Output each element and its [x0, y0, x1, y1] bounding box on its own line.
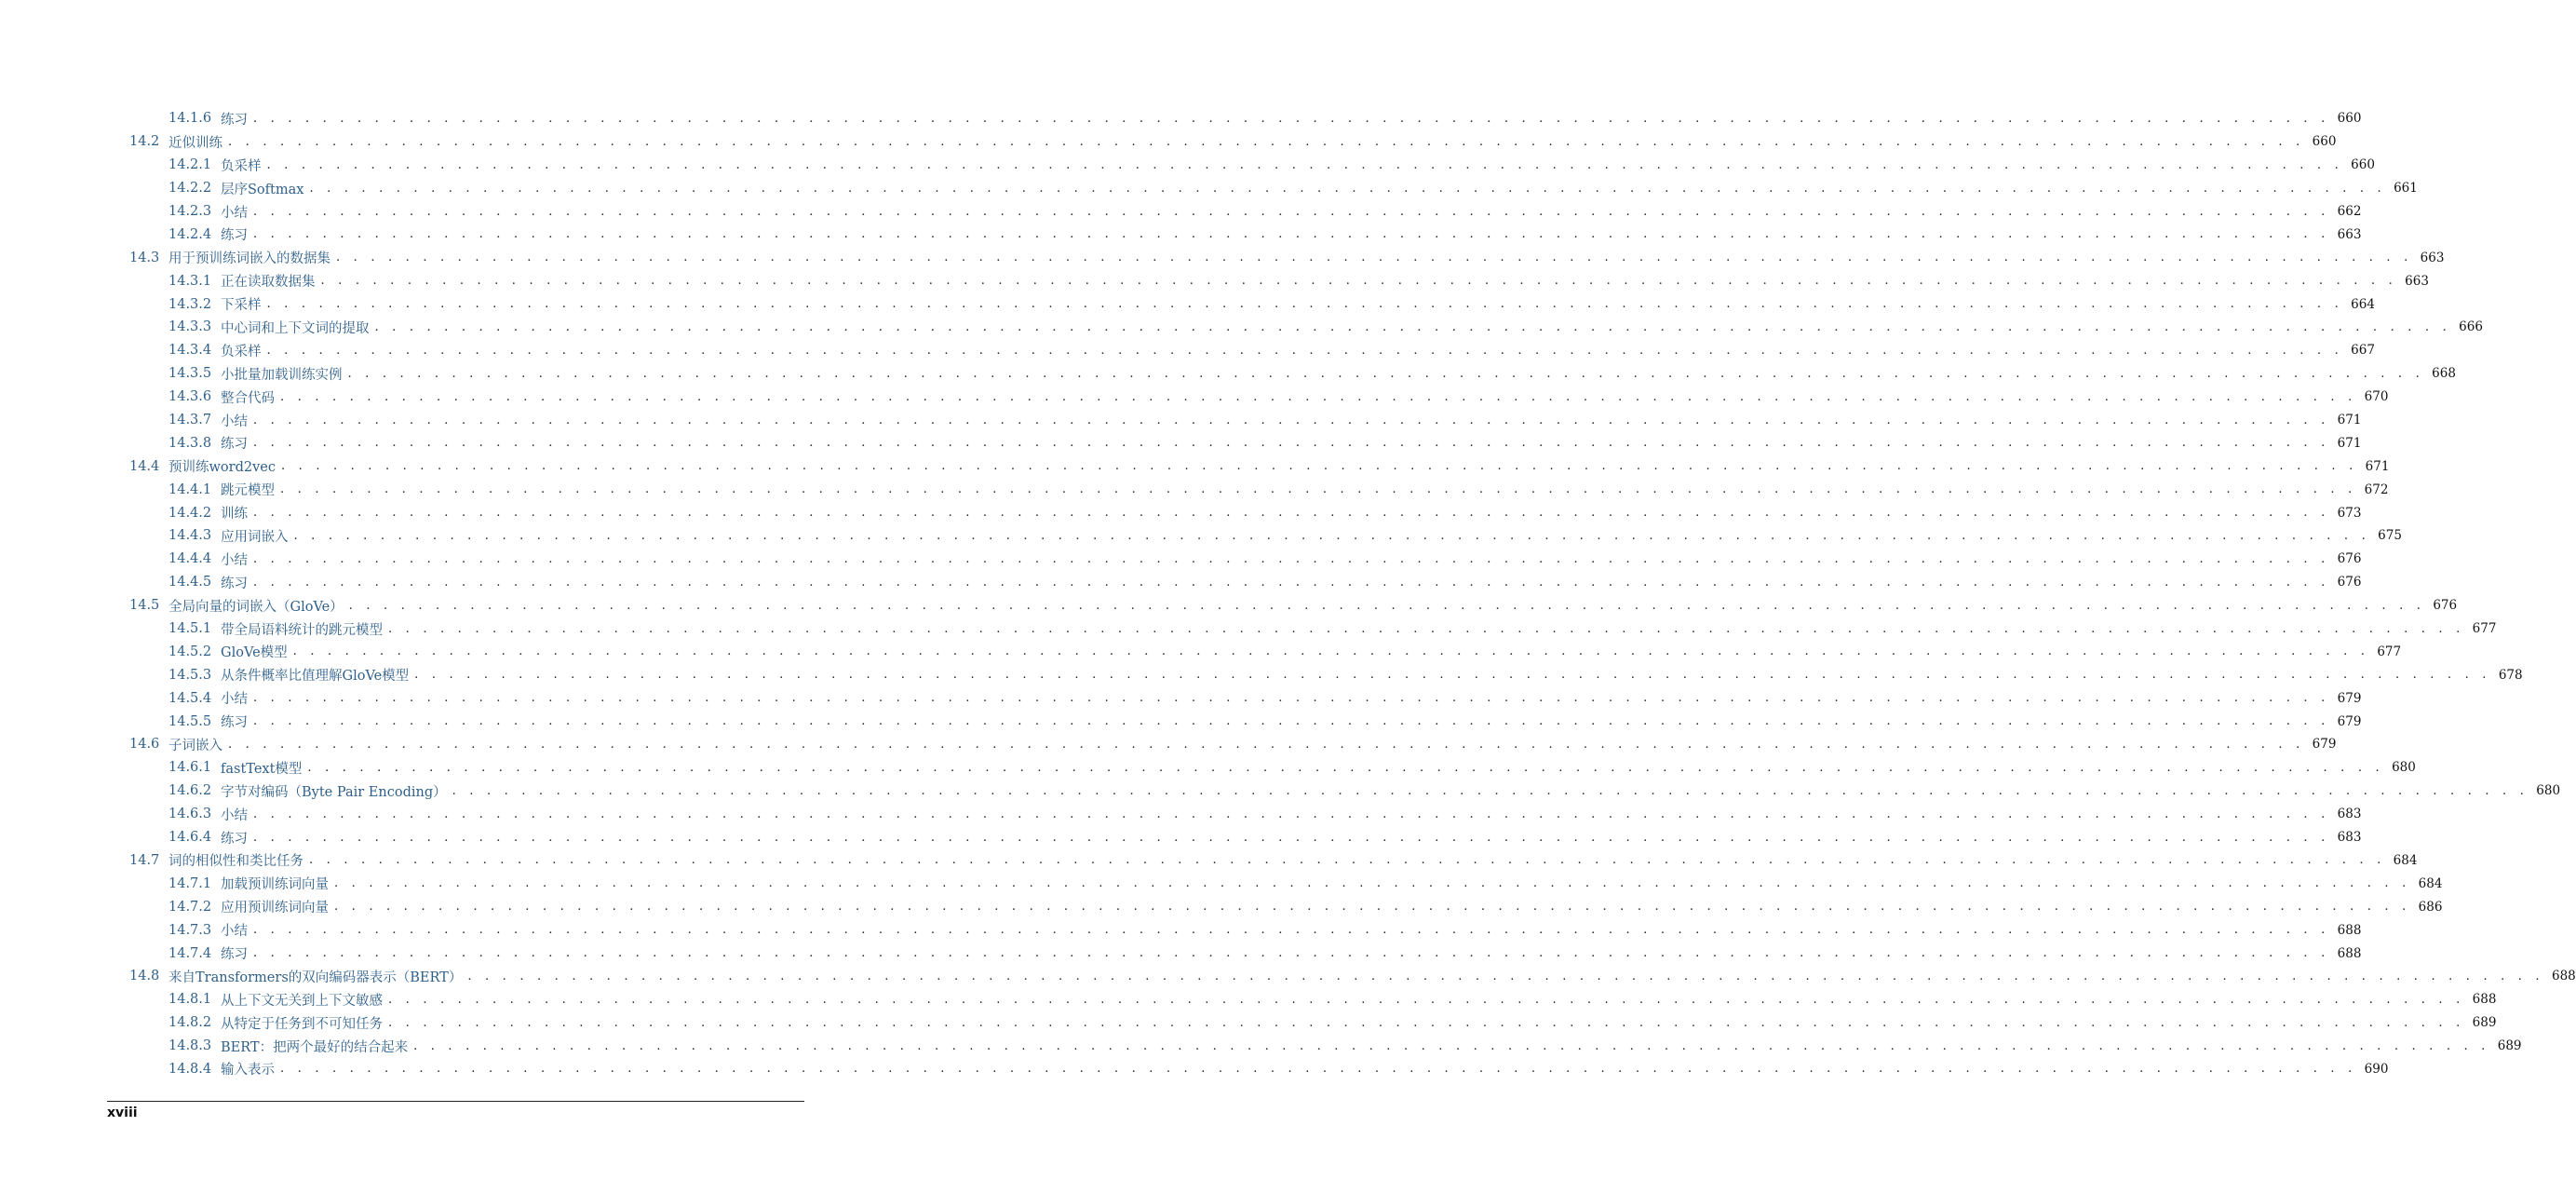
toc-dot-leader: . . . . . . . . . . . . . . . . . . . . . . . . . . . . . . . . . . . . . . . . . . . . . . . . . . . . . . . . . . . . . . . . . . . . . . . . . . . . . . . . . . . . . . . . . . . . . . . . . . . . . . . . . . . . . . . . . . . . . . . .	[334, 900, 2411, 915]
toc-entry-number: 14.5.5	[169, 713, 212, 729]
toc-subsection-entry[interactable]	[129, 918, 2362, 942]
toc-entry-page: 671	[2337, 435, 2362, 451]
toc-subsection-entry[interactable]	[129, 362, 2456, 386]
toc-dot-leader: . . . . . . . . . . . . . . . . . . . . . . . . . . . . . . . . . . . . . . . . . . . . . . . . . . . . . . . . . . . . . . . . . . . . . . . . . . . . . . . . . . . . . . . . . . . . . . . . . . . . . . . . . . . . . . . . . . . . . . . .	[320, 274, 2397, 289]
toc-dot-leader: . . . . . . . . . . . . . . . . . . . . . . . . . . . . . . . . . . . . . . . . . . . . . . . . . . . . . . . . . . . . . . . . . . . . . . . . . . . . . . . . . . . . . . . . . . . . . . . . . . . . . . . . . . . . . . . . . . . . . . . .	[280, 482, 2357, 497]
toc-entry-page: 683	[2337, 830, 2362, 846]
toc-entry-title: 预训练word2vec	[169, 460, 276, 476]
toc-dot-leader: . . . . . . . . . . . . . . . . . . . . . . . . . . . . . . . . . . . . . . . . . . . . . . . . . . . . . . . . . . . . . . . . . . . . . . . . . . . . . . . . . . . . . . . . . . . . . . . . . . . . . . . . . . . . . . . . . . . . . . . .	[414, 668, 2491, 683]
toc-entry-number: 14.3.7	[169, 413, 212, 428]
toc-entry-number: 14.2	[129, 134, 160, 150]
toc-entry-title: 小结	[221, 924, 248, 940]
toc-entry-title: 加载预训练词向量	[221, 877, 329, 893]
toc-subsection-entry[interactable]	[129, 1011, 2497, 1035]
toc-entry-page: 688	[2552, 969, 2576, 984]
toc-subsection-entry[interactable]	[129, 154, 2375, 177]
toc-entry-number: 14.5.4	[169, 690, 212, 706]
toc-dot-leader: . . . . . . . . . . . . . . . . . . . . . . . . . . . . . . . . . . . . . . . . . . . . . . . . . . . . . . . . . . . . . . . . . . . . . . . . . . . . . . . . . . . . . . . . . . . . . . . . . . . . . . . . . . . . . . . . . . . . . . . .	[280, 1062, 2357, 1077]
toc-section-entry[interactable]	[129, 246, 2445, 269]
toc-entry-page: 684	[2393, 852, 2418, 868]
toc-subsection-entry[interactable]	[129, 663, 2523, 686]
toc-section-entry[interactable]	[129, 849, 2418, 873]
toc-dot-leader: . . . . . . . . . . . . . . . . . . . . . . . . . . . . . . . . . . . . . . . . . . . . . . . . . . . . . . . . . . . . . . . . . . . . . . . . . . . . . . . . . . . . . . . . . . . . . . . . . . . . . . . . . . . . . . . . . . . . . . . .	[388, 1015, 2465, 1030]
toc-entry-page: 670	[2364, 389, 2389, 405]
toc-entry-title: 负采样	[221, 158, 262, 174]
toc-entry-title: 练习	[221, 437, 248, 453]
toc-entry-number: 14.3.4	[169, 343, 212, 359]
toc-dot-leader: . . . . . . . . . . . . . . . . . . . . . . . . . . . . . . . . . . . . . . . . . . . . . . . . . . . . . . . . . . . . . . . . . . . . . . . . . . . . . . . . . . . . . . . . . . . . . . . . . . . . . . . . . . . . . . . . . . . . . . . .	[228, 737, 2305, 752]
toc-entry-number: 14.5.2	[169, 644, 212, 659]
toc-entry-number: 14.2.2	[169, 181, 212, 197]
toc-entry-number: 14.5.1	[169, 621, 212, 637]
toc-dot-leader: . . . . . . . . . . . . . . . . . . . . . . . . . . . . . . . . . . . . . . . . . . . . . . . . . . . . . . . . . . . . . . . . . . . . . . . . . . . . . . . . . . . . . . . . . . . . . . . . . . . . . . . . . . . . . . . . . . . . . . . .	[253, 946, 2330, 960]
toc-entry-title: 应用预训练词向量	[221, 901, 329, 916]
toc-entry-page: 663	[2420, 250, 2445, 265]
toc-entry-title: 从特定于任务到不可知任务	[221, 1016, 383, 1032]
toc-dot-leader: . . . . . . . . . . . . . . . . . . . . . . . . . . . . . . . . . . . . . . . . . . . . . . . . . . . . . . . . . . . . . . . . . . . . . . . . . . . . . . . . . . . . . . . . . . . . . . . . . . . . . . . . . . . . . . . . . . . . . . . .	[280, 389, 2357, 404]
toc-entry-title: 字节对编码（Byte Pair Encoding）	[221, 784, 447, 800]
toc-dot-leader: . . . . . . . . . . . . . . . . . . . . . . . . . . . . . . . . . . . . . . . . . . . . . . . . . . . . . . . . . . . . . . . . . . . . . . . . . . . . . . . . . . . . . . . . . . . . . . . . . . . . . . . . . . . . . . . . . . . . . . . .	[266, 157, 2343, 172]
toc-entry-title: BERT：把两个最好的结合起来	[221, 1039, 409, 1055]
toc-entry-title: 应用词嵌入	[221, 529, 289, 545]
toc-entry-page: 661	[2394, 181, 2418, 197]
toc-dot-leader: . . . . . . . . . . . . . . . . . . . . . . . . . . . . . . . . . . . . . . . . . . . . . . . . . . . . . . . . . . . . . . . . . . . . . . . . . . . . . . . . . . . . . . . . . . . . . . . . . . . . . . . . . . . . . . . . . . . . . . . .	[266, 297, 2343, 312]
toc-subsection-entry[interactable]	[129, 409, 2362, 432]
toc-entry-number: 14.8.3	[169, 1038, 212, 1054]
toc-dot-leader: . . . . . . . . . . . . . . . . . . . . . . . . . . . . . . . . . . . . . . . . . . . . . . . . . . . . . . . . . . . . . . . . . . . . . . . . . . . . . . . . . . . . . . . . . . . . . . . . . . . . . . . . . . . . . . . . . . . . . . . .	[253, 551, 2330, 566]
toc-entry-title: 整合代码	[221, 390, 275, 406]
toc-dot-leader: . . . . . . . . . . . . . . . . . . . . . . . . . . . . . . . . . . . . . . . . . . . . . . . . . . . . . . . . . . . . . . . . . . . . . . . . . . . . . . . . . . . . . . . . . . . . . . . . . . . . . . . . . . . . . . . . . . . . . . . .	[253, 575, 2330, 590]
toc-entry-page: 678	[2498, 667, 2523, 683]
toc-dot-leader: . . . . . . . . . . . . . . . . . . . . . . . . . . . . . . . . . . . . . . . . . . . . . . . . . . . . . . . . . . . . . . . . . . . . . . . . . . . . . . . . . . . . . . . . . . . . . . . . . . . . . . . . . . . . . . . . . . . . . . . .	[336, 251, 2413, 265]
toc-entry-page: 660	[2337, 111, 2362, 127]
toc-subsection-entry[interactable]	[129, 826, 2362, 849]
toc-entry-number: 14.3.2	[169, 296, 212, 312]
toc-subsection-entry[interactable]	[129, 780, 2561, 803]
toc-entry-number: 14.4.3	[169, 528, 212, 544]
toc-subsection-entry[interactable]	[129, 942, 2362, 965]
toc-subsection-entry[interactable]	[129, 571, 2362, 594]
toc-entry-page: 664	[2351, 296, 2375, 312]
toc-entry-title: 用于预训练词嵌入的数据集	[169, 251, 330, 267]
toc-entry-page: 688	[2472, 992, 2497, 1008]
toc-dot-leader: . . . . . . . . . . . . . . . . . . . . . . . . . . . . . . . . . . . . . . . . . . . . . . . . . . . . . . . . . . . . . . . . . . . . . . . . . . . . . . . . . . . . . . . . . . . . . . . . . . . . . . . . . . . . . . . . . . . . . . . .	[253, 923, 2330, 938]
toc-entry-number: 14.4.5	[169, 575, 212, 590]
toc-entry-page: 690	[2364, 1061, 2389, 1077]
toc-entry-page: 689	[2472, 1015, 2497, 1031]
toc-entry-title: 从上下文无关到上下文敏感	[221, 993, 383, 1009]
toc-entry-number: 14.6.1	[169, 760, 212, 776]
toc-dot-leader: . . . . . . . . . . . . . . . . . . . . . . . . . . . . . . . . . . . . . . . . . . . . . . . . . . . . . . . . . . . . . . . . . . . . . . . . . . . . . . . . . . . . . . . . . . . . . . . . . . . . . . . . . . . . . . . . . . . . . . . .	[253, 227, 2330, 242]
toc-entry-number: 14.3	[129, 250, 160, 265]
toc-dot-leader: . . . . . . . . . . . . . . . . . . . . . . . . . . . . . . . . . . . . . . . . . . . . . . . . . . . . . . . . . . . . . . . . . . . . . . . . . . . . . . . . . . . . . . . . . . . . . . . . . . . . . . . . . . . . . . . . . . . . . . . .	[309, 181, 2386, 196]
toc-dot-leader: . . . . . . . . . . . . . . . . . . . . . . . . . . . . . . . . . . . . . . . . . . . . . . . . . . . . . . . . . . . . . . . . . . . . . . . . . . . . . . . . . . . . . . . . . . . . . . . . . . . . . . . . . . . . . . . . . . . . . . . .	[228, 134, 2305, 149]
toc-subsection-entry[interactable]	[129, 710, 2362, 733]
toc-dot-leader: . . . . . . . . . . . . . . . . . . . . . . . . . . . . . . . . . . . . . . . . . . . . . . . . . . . . . . . . . . . . . . . . . . . . . . . . . . . . . . . . . . . . . . . . . . . . . . . . . . . . . . . . . . . . . . . . . . . . . . . .	[452, 783, 2529, 798]
table-of-contents	[129, 107, 2576, 1080]
toc-entry-number: 14.6.3	[169, 807, 212, 822]
toc-entry-title: 小批量加载训练实例	[221, 367, 343, 383]
toc-entry-title: 层序Softmax	[221, 182, 304, 197]
toc-dot-leader: . . . . . . . . . . . . . . . . . . . . . . . . . . . . . . . . . . . . . . . . . . . . . . . . . . . . . . . . . . . . . . . . . . . . . . . . . . . . . . . . . . . . . . . . . . . . . . . . . . . . . . . . . . . . . . . . . . . . . . . .	[253, 830, 2330, 845]
toc-entry-page: 686	[2418, 899, 2443, 915]
toc-section-entry[interactable]	[129, 965, 2576, 988]
toc-entry-number: 14.8	[129, 969, 160, 984]
toc-entry-title: 练习	[221, 576, 248, 591]
toc-entry-title: 词的相似性和类比任务	[169, 854, 303, 870]
toc-dot-leader: . . . . . . . . . . . . . . . . . . . . . . . . . . . . . . . . . . . . . . . . . . . . . . . . . . . . . . . . . . . . . . . . . . . . . . . . . . . . . . . . . . . . . . . . . . . . . . . . . . . . . . . . . . . . . . . . . . . . . . . .	[253, 807, 2330, 821]
toc-entry-number: 14.7.2	[169, 899, 212, 915]
toc-entry-page: 676	[2337, 551, 2362, 567]
toc-dot-leader: . . . . . . . . . . . . . . . . . . . . . . . . . . . . . . . . . . . . . . . . . . . . . . . . . . . . . . . . . . . . . . . . . . . . . . . . . . . . . . . . . . . . . . . . . . . . . . . . . . . . . . . . . . . . . . . . . . . . . . . .	[292, 644, 2370, 659]
toc-dot-leader: . . . . . . . . . . . . . . . . . . . . . . . . . . . . . . . . . . . . . . . . . . . . . . . . . . . . . . . . . . . . . . . . . . . . . . . . . . . . . . . . . . . . . . . . . . . . . . . . . . . . . . . . . . . . . . . . . . . . . . . .	[307, 760, 2384, 775]
toc-dot-leader: . . . . . . . . . . . . . . . . . . . . . . . . . . . . . . . . . . . . . . . . . . . . . . . . . . . . . . . . . . . . . . . . . . . . . . . . . . . . . . . . . . . . . . . . . . . . . . . . . . . . . . . . . . . . . . . . . . . . . . . .	[280, 459, 2358, 474]
toc-entry-page: 676	[2433, 598, 2458, 614]
toc-entry-page: 673	[2337, 505, 2362, 521]
toc-subsection-entry[interactable]	[129, 1035, 2522, 1058]
toc-entry-page: 672	[2364, 481, 2389, 497]
toc-entry-page: 660	[2351, 157, 2375, 173]
toc-entry-title: 正在读取数据集	[221, 275, 316, 291]
toc-dot-leader: . . . . . . . . . . . . . . . . . . . . . . . . . . . . . . . . . . . . . . . . . . . . . . . . . . . . . . . . . . . . . . . . . . . . . . . . . . . . . . . . . . . . . . . . . . . . . . . . . . . . . . . . . . . . . . . . . . . . . . . .	[388, 992, 2465, 1007]
toc-entry-number: 14.3.6	[169, 389, 212, 405]
toc-entry-page: 668	[2432, 366, 2456, 382]
toc-entry-page: 679	[2337, 690, 2362, 706]
toc-entry-title: 练习	[221, 831, 248, 847]
toc-entry-title: 训练	[221, 507, 248, 522]
toc-subsection-entry[interactable]	[129, 872, 2443, 895]
toc-subsection-entry[interactable]	[129, 548, 2362, 571]
toc-entry-page: 679	[2337, 713, 2362, 729]
toc-entry-number: 14.2.4	[169, 226, 212, 242]
toc-subsection-entry[interactable]	[129, 988, 2497, 1011]
toc-entry-number: 14.7.1	[169, 875, 212, 891]
toc-entry-number: 14.6.2	[169, 783, 212, 799]
toc-entry-number: 14.1.6	[169, 111, 212, 127]
toc-entry-number: 14.4.4	[169, 551, 212, 567]
toc-subsection-entry[interactable]	[129, 269, 2429, 292]
toc-entry-title: 中心词和上下文词的提取	[221, 320, 370, 336]
page-number: xviii	[107, 1105, 138, 1120]
toc-subsection-entry[interactable]	[129, 386, 2389, 409]
toc-dot-leader: . . . . . . . . . . . . . . . . . . . . . . . . . . . . . . . . . . . . . . . . . . . . . . . . . . . . . . . . . . . . . . . . . . . . . . . . . . . . . . . . . . . . . . . . . . . . . . . . . . . . . . . . . . . . . . . . . . . . . . . .	[253, 413, 2330, 427]
toc-section-entry[interactable]	[129, 130, 2337, 154]
toc-entry-title: 练习	[221, 715, 248, 731]
toc-entry-title: 近似训练	[169, 135, 223, 151]
toc-entry-page: 663	[2405, 273, 2429, 289]
toc-entry-page: 662	[2337, 204, 2362, 219]
toc-subsection-entry[interactable]	[129, 292, 2375, 316]
toc-subsection-entry[interactable]	[129, 107, 2362, 130]
toc-entry-number: 14.6.4	[169, 830, 212, 846]
toc-entry-page: 684	[2418, 875, 2443, 891]
toc-entry-number: 14.5	[129, 598, 160, 614]
toc-entry-page: 671	[2337, 413, 2362, 428]
toc-entry-title: 带全局语料统计的跳元模型	[221, 622, 383, 638]
toc-subsection-entry[interactable]	[129, 200, 2362, 224]
toc-entry-page: 680	[2392, 760, 2416, 776]
toc-subsection-entry[interactable]	[129, 756, 2416, 780]
toc-entry-title: 练习	[221, 947, 248, 962]
toc-entry-page: 667	[2351, 343, 2375, 359]
toc-dot-leader: . . . . . . . . . . . . . . . . . . . . . . . . . . . . . . . . . . . . . . . . . . . . . . . . . . . . . . . . . . . . . . . . . . . . . . . . . . . . . . . . . . . . . . . . . . . . . . . . . . . . . . . . . . . . . . . . . . . . . . . .	[374, 319, 2451, 334]
toc-dot-leader: . . . . . . . . . . . . . . . . . . . . . . . . . . . . . . . . . . . . . . . . . . . . . . . . . . . . . . . . . . . . . . . . . . . . . . . . . . . . . . . . . . . . . . . . . . . . . . . . . . . . . . . . . . . . . . . . . . . . . . . .	[388, 621, 2465, 636]
toc-entry-title: 练习	[221, 112, 248, 128]
toc-entry-number: 14.8.4	[169, 1061, 212, 1077]
toc-entry-page: 683	[2337, 807, 2362, 822]
toc-subsection-entry[interactable]	[129, 803, 2362, 826]
toc-entry-title: 小结	[221, 414, 248, 429]
toc-subsection-entry[interactable]	[129, 640, 2402, 663]
toc-entry-number: 14.2.1	[169, 157, 212, 173]
toc-entry-page: 689	[2497, 1038, 2522, 1054]
toc-entry-title: 输入表示	[221, 1063, 275, 1078]
toc-entry-page: 677	[2472, 621, 2497, 637]
toc-dot-leader: . . . . . . . . . . . . . . . . . . . . . . . . . . . . . . . . . . . . . . . . . . . . . . . . . . . . . . . . . . . . . . . . . . . . . . . . . . . . . . . . . . . . . . . . . . . . . . . . . . . . . . . . . . . . . . . . . . . . . . . .	[266, 343, 2343, 358]
toc-subsection-entry[interactable]	[129, 478, 2389, 501]
toc-entry-title: 下采样	[221, 298, 262, 314]
toc-dot-leader: . . . . . . . . . . . . . . . . . . . . . . . . . . . . . . . . . . . . . . . . . . . . . . . . . . . . . . . . . . . . . . . . . . . . . . . . . . . . . . . . . . . . . . . . . . . . . . . . . . . . . . . . . . . . . . . . . . . . . . . .	[253, 111, 2330, 126]
toc-entry-page: 671	[2365, 458, 2390, 474]
toc-entry-number: 14.6	[129, 737, 160, 753]
toc-entry-page: 663	[2337, 226, 2362, 242]
toc-entry-number: 14.4.1	[169, 481, 212, 497]
toc-entry-page: 675	[2378, 528, 2402, 544]
toc-entry-number: 14.3.3	[169, 319, 212, 335]
toc-entry-number: 14.5.3	[169, 667, 212, 683]
toc-entry-title: 小结	[221, 205, 248, 221]
toc-dot-leader: . . . . . . . . . . . . . . . . . . . . . . . . . . . . . . . . . . . . . . . . . . . . . . . . . . . . . . . . . . . . . . . . . . . . . . . . . . . . . . . . . . . . . . . . . . . . . . . . . . . . . . . . . . . . . . . . . . . . . . . .	[413, 1038, 2490, 1053]
toc-subsection-entry[interactable]	[129, 524, 2402, 548]
toc-entry-page: 660	[2312, 134, 2337, 150]
toc-subsection-entry[interactable]	[129, 1058, 2389, 1081]
toc-entry-number: 14.4	[129, 458, 160, 474]
toc-subsection-entry[interactable]	[129, 895, 2443, 918]
toc-dot-leader: . . . . . . . . . . . . . . . . . . . . . . . . . . . . . . . . . . . . . . . . . . . . . . . . . . . . . . . . . . . . . . . . . . . . . . . . . . . . . . . . . . . . . . . . . . . . . . . . . . . . . . . . . . . . . . . . . . . . . . . .	[334, 876, 2411, 891]
toc-dot-leader: . . . . . . . . . . . . . . . . . . . . . . . . . . . . . . . . . . . . . . . . . . . . . . . . . . . . . . . . . . . . . . . . . . . . . . . . . . . . . . . . . . . . . . . . . . . . . . . . . . . . . . . . . . . . . . . . . . . . . . . .	[253, 714, 2330, 729]
toc-dot-leader: . . . . . . . . . . . . . . . . . . . . . . . . . . . . . . . . . . . . . . . . . . . . . . . . . . . . . . . . . . . . . . . . . . . . . . . . . . . . . . . . . . . . . . . . . . . . . . . . . . . . . . . . . . . . . . . . . . . . . . . .	[467, 969, 2544, 983]
toc-entry-number: 14.7.4	[169, 945, 212, 961]
toc-entry-title: 负采样	[221, 344, 262, 359]
toc-dot-leader: . . . . . . . . . . . . . . . . . . . . . . . . . . . . . . . . . . . . . . . . . . . . . . . . . . . . . . . . . . . . . . . . . . . . . . . . . . . . . . . . . . . . . . . . . . . . . . . . . . . . . . . . . . . . . . . . . . . . . . . .	[293, 528, 2370, 543]
toc-entry-title: GloVe模型	[221, 645, 288, 661]
toc-entry-number: 14.8.1	[169, 992, 212, 1008]
toc-subsection-entry[interactable]	[129, 501, 2362, 524]
toc-subsection-entry[interactable]	[129, 617, 2497, 641]
toc-entry-page: 680	[2536, 783, 2561, 799]
toc-entry-page: 679	[2312, 737, 2337, 753]
toc-subsection-entry[interactable]	[129, 316, 2483, 339]
toc-entry-number: 14.7	[129, 852, 160, 868]
toc-entry-number: 14.3.5	[169, 366, 212, 382]
toc-entry-page: 688	[2337, 922, 2362, 938]
toc-section-entry[interactable]	[129, 454, 2390, 478]
toc-entry-page: 676	[2337, 575, 2362, 590]
toc-entry-number: 14.8.2	[169, 1015, 212, 1031]
toc-entry-number: 14.3.1	[169, 273, 212, 289]
toc-dot-leader: . . . . . . . . . . . . . . . . . . . . . . . . . . . . . . . . . . . . . . . . . . . . . . . . . . . . . . . . . . . . . . . . . . . . . . . . . . . . . . . . . . . . . . . . . . . . . . . . . . . . . . . . . . . . . . . . . . . . . . . .	[347, 366, 2424, 381]
toc-dot-leader: . . . . . . . . . . . . . . . . . . . . . . . . . . . . . . . . . . . . . . . . . . . . . . . . . . . . . . . . . . . . . . . . . . . . . . . . . . . . . . . . . . . . . . . . . . . . . . . . . . . . . . . . . . . . . . . . . . . . . . . .	[253, 436, 2330, 451]
toc-section-entry[interactable]	[129, 594, 2458, 617]
toc-entry-title: fastText模型	[221, 761, 303, 777]
toc-entry-page: 688	[2337, 945, 2362, 961]
toc-entry-title: 小结	[221, 807, 248, 823]
toc-section-entry[interactable]	[129, 733, 2337, 756]
toc-dot-leader: . . . . . . . . . . . . . . . . . . . . . . . . . . . . . . . . . . . . . . . . . . . . . . . . . . . . . . . . . . . . . . . . . . . . . . . . . . . . . . . . . . . . . . . . . . . . . . . . . . . . . . . . . . . . . . . . . . . . . . . .	[309, 853, 2386, 868]
footer-rule	[107, 1101, 804, 1102]
toc-entry-title: 练习	[221, 228, 248, 244]
toc-entry-title: 小结	[221, 692, 248, 708]
toc-entry-title: 来自Transformers的双向编码器表示（BERT）	[169, 970, 463, 985]
toc-dot-leader: . . . . . . . . . . . . . . . . . . . . . . . . . . . . . . . . . . . . . . . . . . . . . . . . . . . . . . . . . . . . . . . . . . . . . . . . . . . . . . . . . . . . . . . . . . . . . . . . . . . . . . . . . . . . . . . . . . . . . . . .	[253, 506, 2330, 521]
toc-entry-title: 小结	[221, 552, 248, 568]
toc-dot-leader: . . . . . . . . . . . . . . . . . . . . . . . . . . . . . . . . . . . . . . . . . . . . . . . . . . . . . . . . . . . . . . . . . . . . . . . . . . . . . . . . . . . . . . . . . . . . . . . . . . . . . . . . . . . . . . . . . . . . . . . .	[348, 598, 2426, 613]
toc-entry-number: 14.3.8	[169, 435, 212, 451]
toc-entry-page: 677	[2377, 644, 2402, 659]
toc-subsection-entry[interactable]	[129, 686, 2362, 710]
toc-subsection-entry[interactable]	[129, 177, 2418, 200]
toc-subsection-entry[interactable]	[129, 223, 2362, 246]
toc-entry-number: 14.2.3	[169, 204, 212, 219]
toc-subsection-entry[interactable]	[129, 431, 2362, 454]
toc-entry-page: 666	[2459, 319, 2483, 335]
toc-dot-leader: . . . . . . . . . . . . . . . . . . . . . . . . . . . . . . . . . . . . . . . . . . . . . . . . . . . . . . . . . . . . . . . . . . . . . . . . . . . . . . . . . . . . . . . . . . . . . . . . . . . . . . . . . . . . . . . . . . . . . . . .	[253, 691, 2330, 706]
toc-subsection-entry[interactable]	[129, 339, 2375, 362]
toc-entry-title: 从条件概率比值理解GloVe模型	[221, 669, 410, 685]
toc-entry-title: 全局向量的词嵌入（GloVe）	[169, 599, 344, 615]
toc-dot-leader: . . . . . . . . . . . . . . . . . . . . . . . . . . . . . . . . . . . . . . . . . . . . . . . . . . . . . . . . . . . . . . . . . . . . . . . . . . . . . . . . . . . . . . . . . . . . . . . . . . . . . . . . . . . . . . . . . . . . . . . .	[253, 204, 2330, 219]
toc-entry-title: 跳元模型	[221, 483, 275, 499]
toc-entry-number: 14.7.3	[169, 922, 212, 938]
toc-entry-number: 14.4.2	[169, 505, 212, 521]
toc-entry-title: 子词嵌入	[169, 738, 223, 753]
